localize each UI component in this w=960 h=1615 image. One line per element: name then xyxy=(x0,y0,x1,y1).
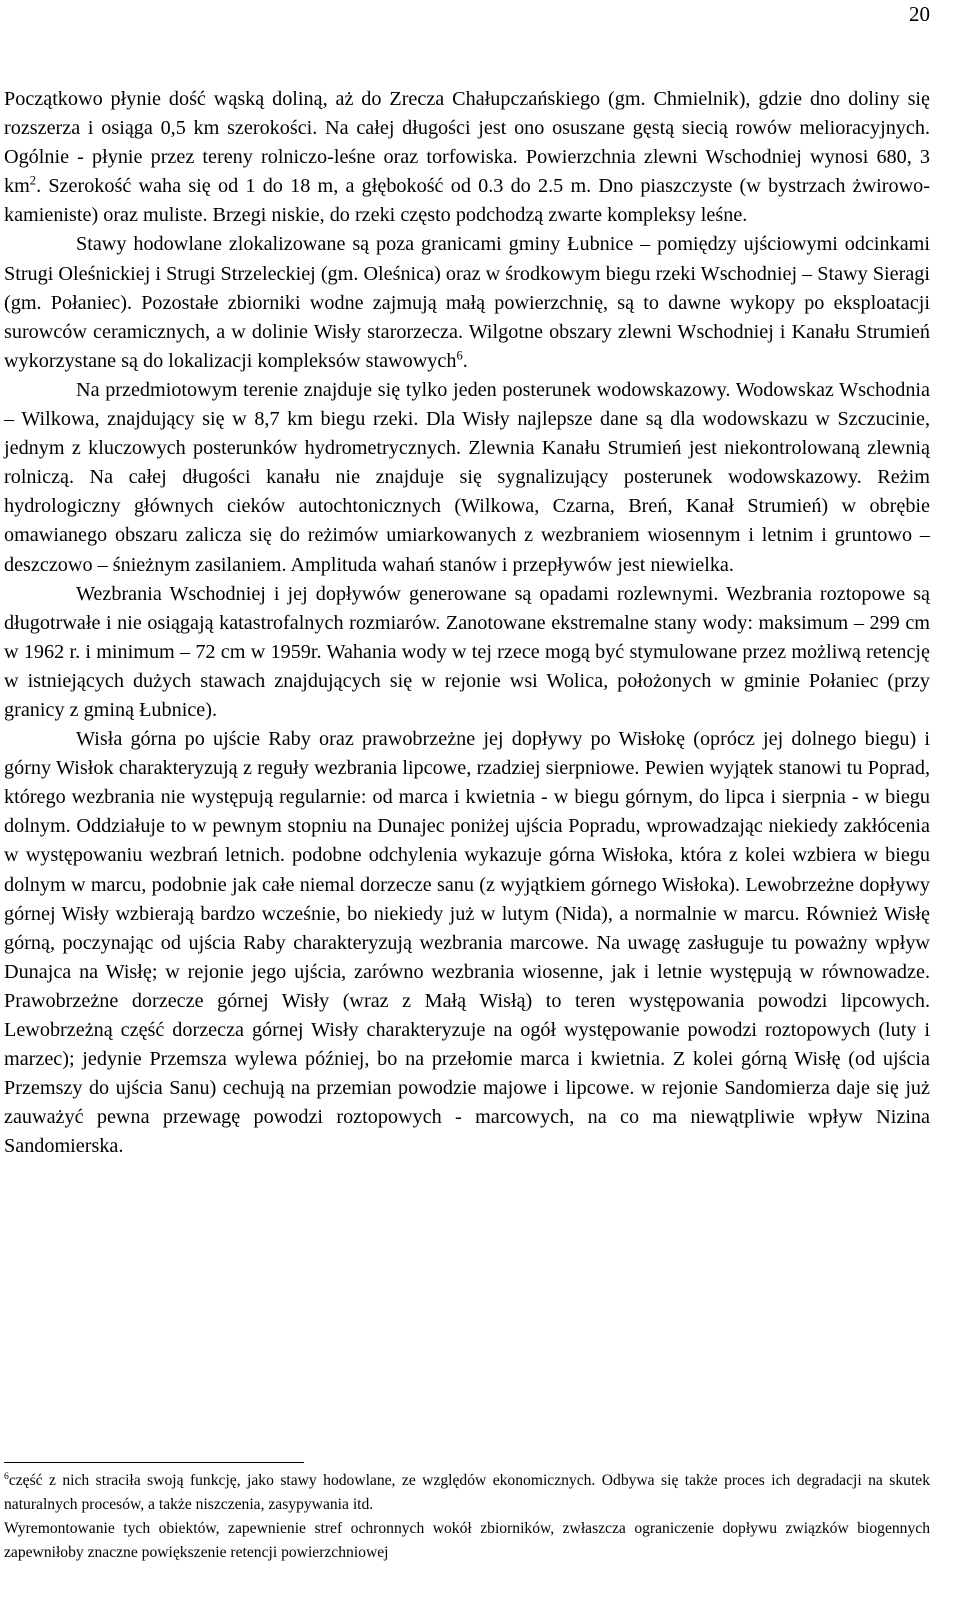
paragraph-floods-vistula: Wisła górna po ujście Raby oraz prawobrzeżne jej dopływy po Wisłokę (oprócz jej dolnego biegu) i górny Wisłok charakteryzują z reguły wezbrania lipcowe, rzadziej sierpniowe. Pewien wyjątek stanowi tu Poprad, którego wezbrania nie występują regularnie: od marca i kwietnia - w biegu górnym, do lipca i sierpnia - w biegu dolnym. Oddziałuje to w pewnym stopniu na Dunajec poniżej ujścia Popradu, wprowadzając niekiedy zakłócenia w występowaniu wezbrań letnich. podobne odchylenia wykazuje górna Wisłoka, która z kolei wzbiera w biegu dolnym w marcu, podobnie jak całe niemal dorzecze sanu (z wyjątkiem górnego Wisłoka). Lewobrzeżne dopływy górnej Wisły wzbierają bardzo wcześnie, bo niekiedy już w lutym (Nida), a normalnie w marcu. Również Wisłę górną, poczynając od ujścia Raby charakteryzują wezbrania marcowe. Na uwagę zasługuje tu poważny wpływ Dunajca na Wisłę; w rejonie jego ujścia, zarówno wezbrania wiosenne, jak i letnie występują w równowadze. Prawobrzeżne dorzecze górnej Wisły (wraz z Małą Wisłą) to teren występowania powodzi lipcowych. Lewobrzeżną część dorzecza górnej Wisły charakteryzuje na ogół występowanie powodzi roztopowych (luty i marzec); jedynie Przemsza wylewa później, bo na przełomie marca i kwietnia. Z kolei górną Wisłę (od ujścia Przemszy do ujścia Sanu) cechują na przemian powodzie majowe i lipcowe. w rejonie Sandomierza daje się już zauważyć pewna przewagę powodzi roztopowych - marcowych, na co ma niewątpliwie wpływ Nizina Sandomierska. xyxy=(4,728,930,1158)
footnote-separator xyxy=(4,1462,304,1463)
paragraph-text: . xyxy=(462,349,468,372)
paragraph-text: . Szerokość waha się od 1 do 18 m, a głębokość od 0.3 do 2.5 m. Dno piaszczyste (w bystrzach żwirowo-kamieniste) oraz muliste. Brzegi niskie, do rzeki często podchodzą zwarte kompleksy leśne. xyxy=(4,175,930,227)
footnote-6 xyxy=(4,1469,930,1517)
paragraph-river-valley xyxy=(4,85,930,230)
paragraph-gauges: Na przedmiotowym terenie znajduje się tylko jeden posterunek wodowskazowy. Wodowskaz Wschodnia – Wilkowa, znajdujący się w 8,7 km biegu rzeki. Dla Wisły najlepsze dane są dla wodowskazu w Szczucinie, jednym z kluczowych posterunków hydrometrycznych. Zlewnia Kanału Strumień jest niekontrolowaną zlewnią rolniczą. Na całej długości kanału nie znajduje się sygnalizujący posterunek wodowskazowy. Reżim hydrologiczny głównych cieków autochtonicznych (Wilkowa, Czarna, Breń, Kanał Strumień) w obrębie omawianego obszaru zalicza się do reżimów umiarkowanych z wezbraniem wiosennym i letnim i gruntowo – deszczowo – śnieżnym zasilaniem. Amplituda wahań stanów i przepływów jest niewielka. xyxy=(4,378,930,576)
footnote-reference: 6 xyxy=(456,348,463,363)
footnote-marker: 6 xyxy=(4,1470,9,1482)
main-text xyxy=(4,85,930,1161)
superscript: 2 xyxy=(29,173,37,188)
paragraph-text: Początkowo płynie dość wąską doliną, aż do Zrecza Chałupczańskiego (gm. Chmielnik), gdzie dno doliny się rozszerza i osiąga 0,5 km szerokości. Na całej długości jest ono osuszane gęstą siecią rowów melioracyjnych. Ogólnie - płynie przez tereny rolniczo-leśne oraz torfowiska. Powierzchnia zlewni Wschodniej wynosi 680, 3 km xyxy=(4,88,930,198)
footnotes xyxy=(4,1469,930,1565)
paragraph-ponds xyxy=(4,230,930,375)
paragraph-floods-wschodnia: Wezbrania Wschodniej i jej dopływów generowane są opadami rozlewnymi. Wezbrania roztopowe są długotrwałe i nie osiągają katastrofalnych rozmiarów. Zanotowane ekstremalne stany wody: maksimum – 299 cm w 1962 r. i minimum – 72 cm w 1959r. Wahania wody w tej rzece mogą być stymulowane przez możliwą retencję w istniejących dużych stawach znajdujących się w rejonie wsi Wolica, położonych w gminie Połaniec (przy granicy z gminą Łubnice). xyxy=(4,582,930,721)
footnote-text: część z nich straciła swoją funkcję, jako stawy hodowlane, ze względów ekonomicznych. Odbywa się także proces ich degradacji na skutek naturalnych procesów, a także niszczenia, zasypywania itd. xyxy=(4,1472,930,1513)
paragraph-text: Stawy hodowlane zlokalizowane są poza granicami gminy Łubnice – pomiędzy ujściowymi odcinkami Strugi Oleśnickiej i Strugi Strzeleckiej (gm. Oleśnica) oraz w środkowym biegu rzeki Wschodniej – Stawy Sieragi (gm. Połaniec). Pozostałe zbiorniki wodne zajmują małą powierzchnię, są to dawne wykopy po eksploatacji surowców ceramicznych, a w dolinie Wisły starorzecza. Wilgotne obszary zlewni Wschodniej i Kanału Strumień wykorzystane są do lokalizacji kompleksów stawowych xyxy=(4,233,930,372)
page-number: 20 xyxy=(909,2,930,26)
footnote-continuation: Wyremontowanie tych obiektów, zapewnienie stref ochronnych wokół zbiorników, zwłaszcza ograniczenie dopływu związków biogennych zapewniłoby znaczne powiększenie retencji powierzchniowej xyxy=(4,1520,930,1561)
